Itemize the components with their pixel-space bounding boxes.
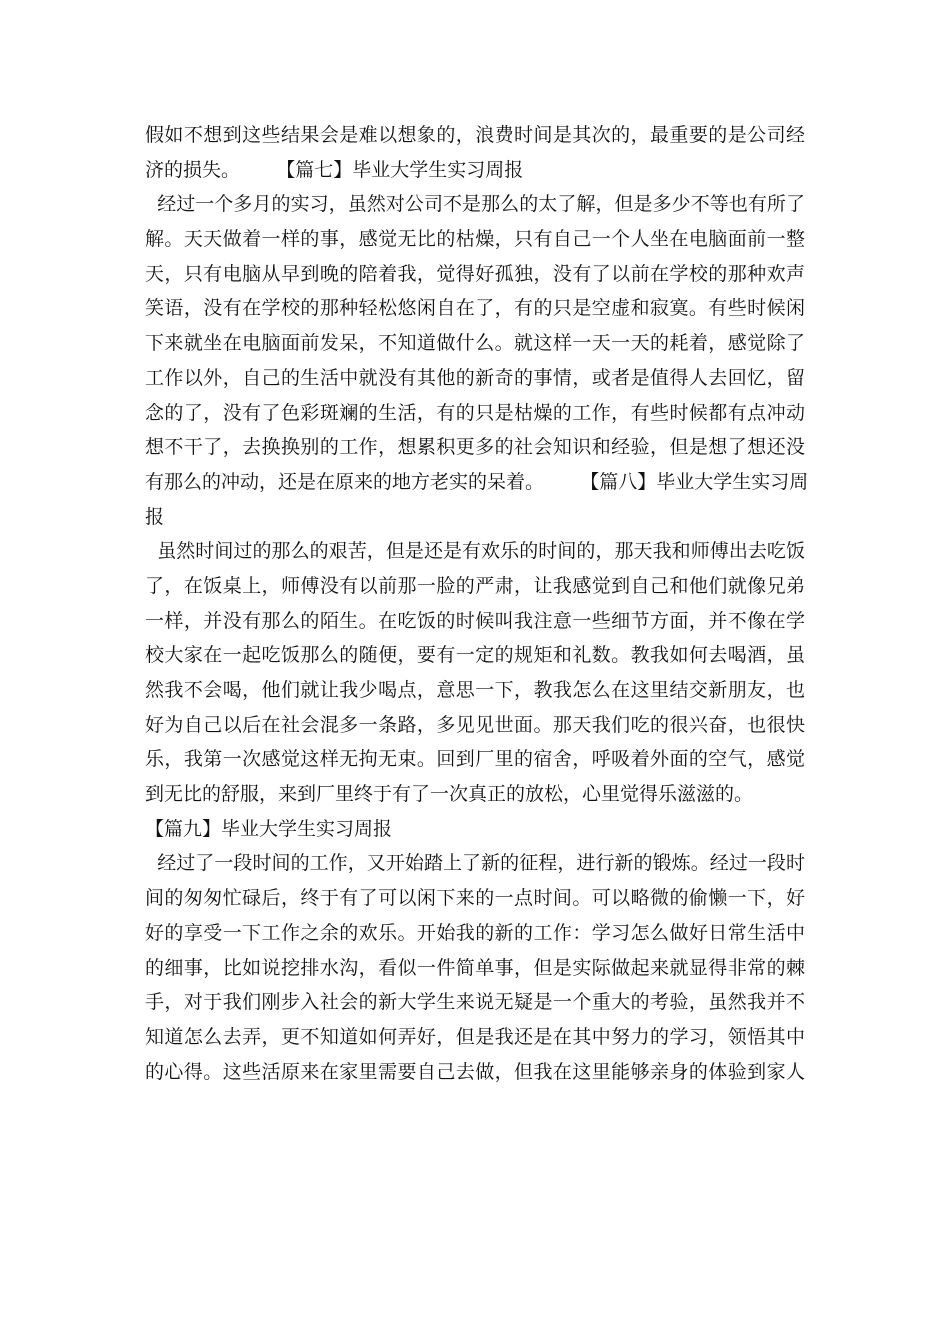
text-line: 了，在饭桌上，师傅没有以前那一脸的严肃，让我感觉到自己和他们就像兄弟	[145, 574, 805, 597]
text-line: 虽然时间过的那么的艰苦，但是还是有欢乐的时间的，那天我和师傅出去吃饭	[145, 540, 805, 563]
text-line: 校大家在一起吃饭那么的随便，要有一定的规矩和礼数。教我如何去喝酒，虽	[145, 644, 805, 667]
text-line: 天，只有电脑从早到晚的陪着我，觉得好孤独，没有了以前在学校的那种欢声	[145, 262, 805, 285]
text-line: 间的匆匆忙碌后，终于有了可以闲下来的一点时间。可以略微的偷懒一下，好	[145, 887, 805, 910]
text-line: 报	[145, 505, 165, 528]
text-line: 济的损失。 【篇七】毕业大学生实习周报	[145, 158, 524, 181]
text-line: 解。天天做着一样的事，感觉无比的枯燥，只有自己一个人坐在电脑面前一整	[145, 228, 805, 251]
text-line: 工作以外，自己的生活中就没有其他的新奇的事情，或者是值得人去回忆，留	[145, 366, 805, 389]
text-line: 的心得。这些活原来在家里需要自己去做，但我在这里能够亲身的体验到家人	[145, 1060, 805, 1083]
text-line: 经过一个多月的实习，虽然对公司不是那么的太了解，但是多少不等也有所了	[145, 193, 805, 216]
text-line: 的细事，比如说挖排水沟，看似一件简单事，但是实际做起来就显得非常的棘	[145, 956, 805, 979]
text-line: 经过了一段时间的工作，又开始踏上了新的征程，进行新的锻炼。经过一段时	[145, 852, 805, 875]
text-line: 念的了，没有了色彩斑斓的生活，有的只是枯燥的工作，有些时候都有点冲动	[145, 401, 805, 424]
document-body	[145, 118, 809, 1089]
text-line: 有那么的冲动，还是在原来的地方老实的呆着。 【篇八】毕业大学生实习周	[145, 470, 809, 493]
text-line: 笑语，没有在学校的那种轻松悠闲自在了，有的只是空虚和寂寞。有些时候闲	[145, 297, 805, 320]
text-line: 好的享受一下工作之余的欢乐。开始我的新的工作：学习怎么做好日常生活中	[145, 921, 805, 944]
text-line: 手，对于我们刚步入社会的新大学生来说无疑是一个重大的考验，虽然我并不	[145, 991, 805, 1014]
text-line: 然我不会喝，他们就让我少喝点，意思一下，教我怎么在这里结交新朋友，也	[145, 679, 805, 701]
text-line: 知道怎么去弄，更不知道如何弄好，但是我还是在其中努力的学习，领悟其中	[145, 1025, 805, 1048]
text-line: 好为自己以后在社会混多一条路，多见见世面。那天我们吃的很兴奋，也很快	[145, 713, 805, 736]
text-line: 一样，并没有那么的陌生。在吃饭的时候叫我注意一些细节方面，并不像在学	[145, 609, 805, 632]
text-line: 【篇九】毕业大学生实习周报	[145, 817, 393, 840]
text-line: 乐，我第一次感觉这样无拘无束。回到厂里的宿舍，呼吸着外面的空气，感觉	[145, 748, 805, 771]
text-line: 假如不想到这些结果会是难以想象的，浪费时间是其次的，最重要的是公司经	[145, 124, 805, 146]
text-line: 下来就坐在电脑面前发呆，不知道做什么。就这样一天一天的耗着，感觉除了	[145, 332, 805, 355]
text-line: 想不干了，去换换别的工作，想累积更多的社会知识和经验，但是想了想还没	[145, 436, 805, 459]
text-line: 到无比的舒服，来到厂里终于有了一次真正的放松，心里觉得乐滋滋的。	[145, 783, 754, 806]
